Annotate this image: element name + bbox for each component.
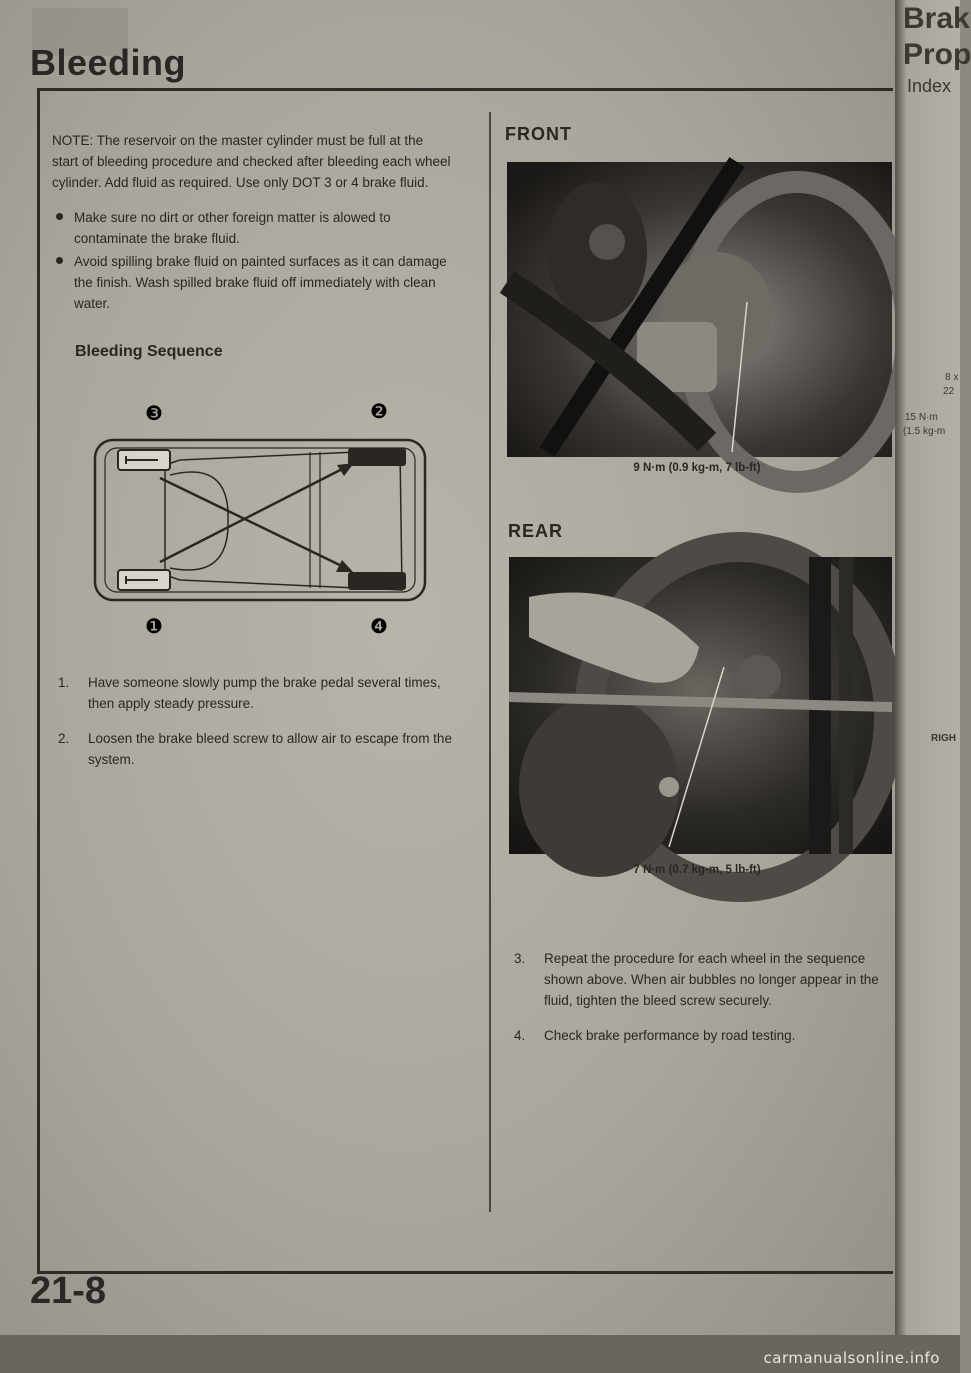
bullet-icon [56, 213, 63, 220]
adjacent-spec: (1.5 kg-m [903, 426, 946, 437]
adjacent-spec: 15 N·m [905, 412, 938, 423]
adjacent-spec: 8 x [945, 372, 959, 383]
front-torque-caption: 9 N·m (0.9 kg-m, 7 lb-ft) [633, 462, 761, 474]
adjacent-subtitle: Index [907, 76, 952, 96]
left-column [52, 120, 452, 316]
bullet-list [52, 207, 452, 314]
step-item: 4. Check brake performance by road testing. [514, 1028, 796, 1043]
note-paragraph: NOTE: The reservoir on the master cylinder must be full at the start of bleeding procedure and checked after bleeding each wheel cylinder. Add fluid as required. Use only DOT 3 or 4 brake fluid. [52, 133, 451, 190]
page-title: Bleeding [30, 42, 187, 83]
rear-brake-photo [509, 557, 892, 854]
column-divider [489, 112, 491, 1212]
rear-label: REAR [508, 521, 564, 541]
adjacent-title-2: Prop [903, 38, 971, 71]
adjacent-page [895, 0, 971, 1373]
sequence-number-2: ❷ [370, 399, 388, 423]
page-number: 21-8 [30, 1270, 107, 1312]
adjacent-title-1: Brak [903, 2, 970, 35]
sequence-number-1: ❶ [145, 614, 163, 638]
step-item: 3. Repeat the procedure for each wheel in the sequence shown above. When air bubbles no longer appear in the fluid, tighten the bleed screw securely. [514, 951, 879, 1008]
bleeding-sequence-diagram [70, 390, 450, 640]
step-item: 1. Have someone slowly pump the brake pedal several times, then apply steady pressure. [58, 675, 441, 711]
bullet-item: Avoid spilling brake fluid on painted surfaces as it can damage the finish. Wash spilled brake fluid off immediately with clean water. [52, 251, 452, 314]
watermark: carmanualsonline.info [763, 1349, 940, 1367]
sequence-number-3: ❸ [145, 401, 163, 425]
sequence-number-4: ❹ [370, 614, 388, 638]
front-label: FRONT [505, 124, 572, 144]
front-brake-photo [507, 162, 892, 457]
bullet-item: Make sure no dirt or other foreign matter is alowed to contaminate the brake fluid. [52, 207, 452, 249]
rear-torque-caption: 7 N·m (0.7 kg-m, 5 lb-ft) [633, 864, 761, 876]
sequence-title: Bleeding Sequence [75, 343, 223, 360]
adjacent-spec: 22 [943, 386, 955, 397]
bullet-icon [56, 257, 63, 264]
adjacent-label: RIGH [931, 733, 956, 744]
steps-left [52, 672, 452, 784]
steps-right [508, 948, 883, 1060]
step-item: 2. Loosen the brake bleed screw to allow air to escape from the system. [58, 731, 452, 767]
